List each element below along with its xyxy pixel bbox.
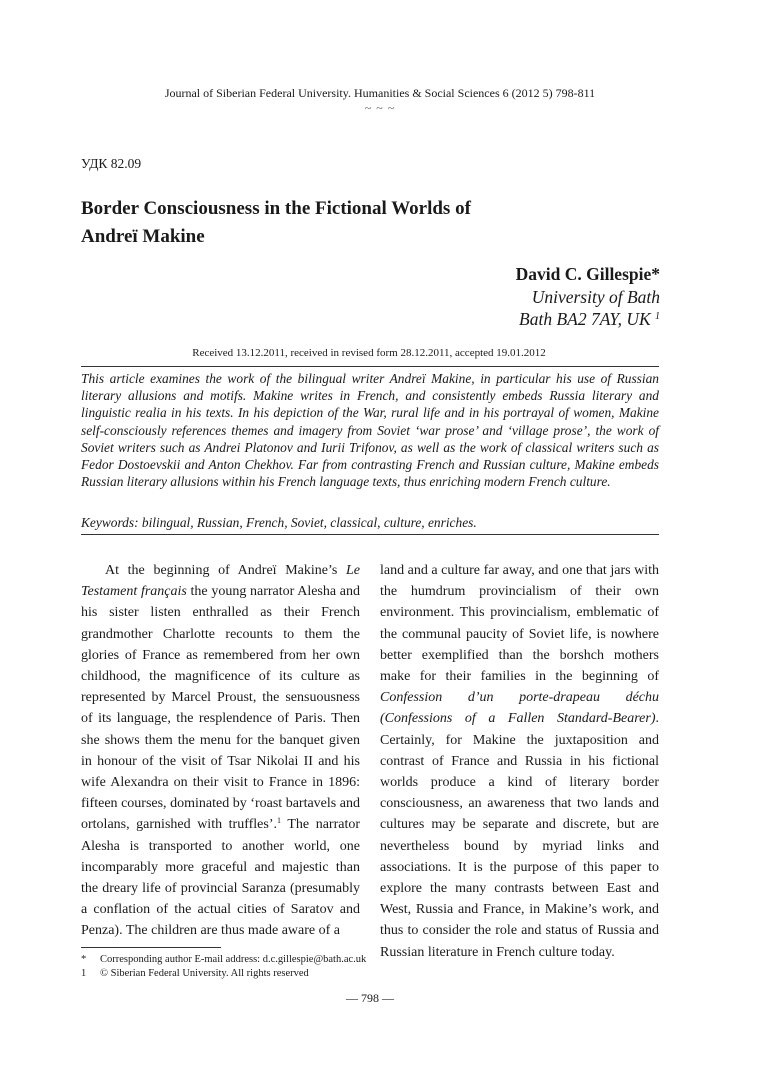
abstract-top-rule bbox=[81, 366, 659, 367]
footnote-copyright bbox=[81, 967, 309, 980]
footnote-text: © Siberian Federal University. All rights reserved bbox=[100, 968, 309, 979]
footnote-text: Corresponding author E-mail address: d.c.gillespie@bath.ac.uk bbox=[100, 954, 367, 965]
journal-header: Journal of Siberian Federal University. Humanities & Social Sciences 6 (2012 5) 798-811 bbox=[164, 86, 596, 100]
header-separator: ~ ~ ~ bbox=[364, 101, 396, 115]
received-dates: Received 13.12.2011, received in revised form 28.12.2011, accepted 19.01.2012 bbox=[192, 347, 546, 359]
body-column-left bbox=[81, 560, 360, 942]
book-title-confession: Confession d’un porte-drapeau déchu (Confessions of a Fallen Standard-Bearer) bbox=[380, 690, 659, 727]
affiliation-address-text: Bath BA2 7AY, UK bbox=[519, 309, 651, 329]
keywords: Keywords: bilingual, Russian, French, Soviet, classical, culture, enriches. bbox=[81, 515, 477, 530]
author-affiliation-university: University of Bath bbox=[531, 287, 660, 307]
footnote-corresponding-author bbox=[81, 953, 366, 966]
footnote-ref-1: 1 bbox=[277, 816, 282, 826]
article-title: Border Consciousness in the Fictional Worlds of Andreï Makine bbox=[81, 198, 471, 247]
body-left-text-1: At the beginning of Andreï Makine’s bbox=[105, 563, 346, 578]
abstract: This article examines the work of the bilingual writer Andreï Makine, in particular his use of Russian literary allusions and motifs. Makine writes in French, and consistently embeds Russia literary and linguistic realia in his texts. In his depiction of the War, rural life and in his portrayal of women, Makine self-consciously references themes and imagery from Soviet ‘war prose’ and ‘village prose’, the work of Soviet writers such as Andrei Platonov and Iurii Trifonov, as well as the work of classical writers such as Fedor Dostoevskii and Anton Chekhov. Far from contrasting French and Russian culture, Makine embeds Russian literary allusions within his French language texts, thus enriching modern French culture. bbox=[81, 371, 659, 490]
affiliation-footnote-mark: 1 bbox=[655, 311, 660, 322]
author-affiliation-address bbox=[519, 309, 660, 330]
book-title-le-testament: Le Testament français bbox=[81, 563, 360, 600]
footnote-rule bbox=[81, 947, 221, 948]
footnote-mark: * bbox=[81, 954, 87, 965]
udk-code: УДК 82.09 bbox=[81, 156, 142, 171]
footnote-mark: 1 bbox=[81, 968, 87, 979]
page-number: — 798 — bbox=[346, 991, 394, 1005]
author-name: David C. Gillespie* bbox=[515, 264, 660, 284]
body-right-text-2: . Certainly, for Makine the juxtaposition and contrast of France and Russia in his fictional worlds produce a kind of literary border consciousness, an awareness that two lands and cultures may be separate and discrete, but are nevertheless bound by myriad links and associations. It is the purpose of this paper to explore the many contrasts between East and West, Russia and France, in Makine’s work, and thus to consider the role and status of Russia and Russian literature in French culture today. bbox=[380, 711, 659, 960]
abstract-bottom-rule bbox=[81, 534, 659, 535]
body-left-text-3: The narrator Alesha is transported to another world, one incomparably more graceful and majestic than the dreary life of provincial Saranza (presumably a conflation of the actual cities of Saratov and Penza). The children are thus made aware of a bbox=[81, 817, 360, 939]
body-column-right bbox=[380, 560, 659, 963]
body-right-text-1: land and a culture far away, and one that jars with the humdrum provincialism of their own environment. This provincialism, emblematic of the communal paucity of Soviet life, is nowhere better exemplified than the borshch mothers make for their families in the beginning of bbox=[380, 563, 659, 685]
body-left-text-2: the young narrator Alesha and his sister listen enthralled as their French grandmother Charlotte recounts to them the glories of France as remembered from her own childhood, the magnificence of its culture as represented by Marcel Proust, the sensuousness of its language, the resplendence of Paris. Then she shows them the menu for the banquet given in honour of the visit of Tsar Nikolai II and his wife Alexandra on their visit to France in 1896: fifteen courses, dominated by ‘roast bartavels and ortolans, garnished with truffles’. bbox=[81, 584, 360, 833]
